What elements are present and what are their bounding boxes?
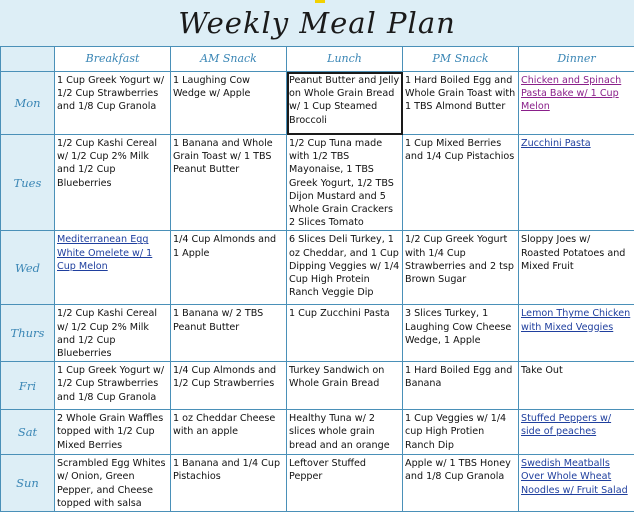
meal-cell-am-snack[interactable]: 1/4 Cup Almonds and 1 Apple [171, 231, 287, 305]
row-header-day[interactable]: Fri [1, 362, 55, 410]
meal-cell-breakfast[interactable]: 1 Cup Greek Yogurt w/ 1/2 Cup Strawberries and 1/8 Cup Granola [55, 362, 171, 410]
meal-plan-table [0, 46, 634, 512]
meal-cell-pm-snack[interactable]: Apple w/ 1 TBS Honey and 1/8 Cup Granola [403, 455, 519, 512]
meal-cell-lunch[interactable]: 6 Slices Deli Turkey, 1 oz Cheddar, and 1 Cup Dipping Veggies w/ 1/4 Cup High Protein Ranch Veggie Dip [287, 231, 403, 305]
meal-cell-breakfast[interactable]: Scrambled Egg Whites w/ Onion, Green Pepper, and Cheese topped with salsa [55, 455, 171, 512]
row-header-day[interactable]: Tues [1, 135, 55, 231]
meal-cell-pm-snack[interactable]: 1 Hard Boiled Egg and Banana [403, 362, 519, 410]
meal-cell-breakfast[interactable]: 1 Cup Greek Yogurt w/ 1/2 Cup Strawberries and 1/8 Cup Granola [55, 72, 171, 135]
recipe-link[interactable]: Zucchini Pasta [521, 138, 591, 149]
recipe-link[interactable]: Stuffed Peppers w/ side of peaches [521, 413, 611, 437]
meal-cell-am-snack[interactable]: 1 Banana w/ 2 TBS Peanut Butter [171, 305, 287, 362]
meal-cell-am-snack[interactable]: 1 oz Cheddar Cheese with an apple [171, 410, 287, 455]
meal-cell-lunch[interactable]: Turkey Sandwich on Whole Grain Bread [287, 362, 403, 410]
table-row [1, 231, 634, 305]
page-title: Weekly Meal Plan [178, 6, 456, 40]
recipe-link[interactable]: Mediterranean Egg White Omelete w/ 1 Cup Melon [57, 234, 152, 271]
meal-cell-am-snack[interactable]: 1 Laughing Cow Wedge w/ Apple [171, 72, 287, 135]
column-header-dinner[interactable]: Dinner [519, 47, 634, 72]
meal-cell-dinner[interactable]: Sloppy Joes w/ Roasted Potatoes and Mixed Fruit [519, 231, 634, 305]
row-header-day[interactable]: Mon [1, 72, 55, 135]
recipe-link[interactable]: Chicken and Spinach Pasta Bake w/ 1 Cup Melon [521, 75, 621, 112]
table-row [1, 305, 634, 362]
table-row [1, 135, 634, 231]
meal-cell-lunch[interactable]: 1/2 Cup Tuna made with 1/2 TBS Mayonaise, 1 TBS Greek Yogurt, 1/2 TBS Dijon Mustard and 5 Whole Grain Crackers 2 Slices Tomato [287, 135, 403, 231]
meal-cell-pm-snack[interactable]: 1 Hard Boiled Egg and Whole Grain Toast with 1 TBS Almond Butter [403, 72, 519, 135]
recipe-link[interactable]: Lemon Thyme Chicken with Mixed Veggies [521, 308, 630, 332]
meal-cell-am-snack[interactable]: 1 Banana and 1/4 Cup Pistachios [171, 455, 287, 512]
column-header-row [1, 47, 634, 72]
table-row [1, 72, 634, 135]
meal-cell-breakfast[interactable]: 1/2 Cup Kashi Cereal w/ 1/2 Cup 2% Milk and 1/2 Cup Blueberries [55, 305, 171, 362]
meal-cell-dinner[interactable] [519, 305, 634, 362]
meal-cell-am-snack[interactable]: 1/4 Cup Almonds and 1/2 Cup Strawberries [171, 362, 287, 410]
meal-cell-breakfast[interactable]: 2 Whole Grain Waffles topped with 1/2 Cup Mixed Berries [55, 410, 171, 455]
meal-cell-lunch[interactable]: 1 Cup Zucchini Pasta [287, 305, 403, 362]
meal-cell-lunch[interactable]: Leftover Stuffed Pepper [287, 455, 403, 512]
meal-cell-am-snack[interactable]: 1 Banana and Whole Grain Toast w/ 1 TBS Peanut Butter [171, 135, 287, 231]
column-header-am-snack[interactable]: AM Snack [171, 47, 287, 72]
meal-cell-lunch[interactable]: Peanut Butter and Jelly on Whole Grain Bread w/ 1 Cup Steamed Broccoli [287, 72, 403, 135]
row-header-day[interactable]: Sun [1, 455, 55, 512]
row-header-day[interactable]: Thurs [1, 305, 55, 362]
corner-cell[interactable] [1, 47, 55, 72]
table-row [1, 410, 634, 455]
meal-cell-dinner[interactable]: Take Out [519, 362, 634, 410]
meal-cell-lunch[interactable]: Healthy Tuna w/ 2 slices whole grain bread and an orange [287, 410, 403, 455]
selection-marker [315, 0, 325, 3]
meal-cell-dinner[interactable] [519, 72, 634, 135]
meal-cell-dinner[interactable] [519, 135, 634, 231]
meal-cell-breakfast[interactable] [55, 231, 171, 305]
title-cell[interactable] [0, 0, 634, 47]
meal-cell-dinner[interactable] [519, 455, 634, 512]
row-header-day[interactable]: Wed [1, 231, 55, 305]
table-row [1, 455, 634, 512]
column-header-breakfast[interactable]: Breakfast [55, 47, 171, 72]
meal-cell-dinner[interactable] [519, 410, 634, 455]
column-header-lunch[interactable]: Lunch [287, 47, 403, 72]
meal-cell-pm-snack[interactable]: 1 Cup Mixed Berries and 1/4 Cup Pistachios [403, 135, 519, 231]
meal-cell-pm-snack[interactable]: 3 Slices Turkey, 1 Laughing Cow Cheese Wedge, 1 Apple [403, 305, 519, 362]
column-header-pm-snack[interactable]: PM Snack [403, 47, 519, 72]
meal-cell-breakfast[interactable]: 1/2 Cup Kashi Cereal w/ 1/2 Cup 2% Milk and 1/2 Cup Blueberries [55, 135, 171, 231]
row-header-day[interactable]: Sat [1, 410, 55, 455]
meal-cell-pm-snack[interactable]: 1/2 Cup Greek Yogurt with 1/4 Cup Strawberries and 2 tsp Brown Sugar [403, 231, 519, 305]
meal-cell-pm-snack[interactable]: 1 Cup Veggies w/ 1/4 cup High Protien Ranch Dip [403, 410, 519, 455]
recipe-link[interactable]: Swedish Meatballs Over Whole Wheat Noodles w/ Fruit Salad [521, 458, 628, 495]
table-row [1, 362, 634, 410]
